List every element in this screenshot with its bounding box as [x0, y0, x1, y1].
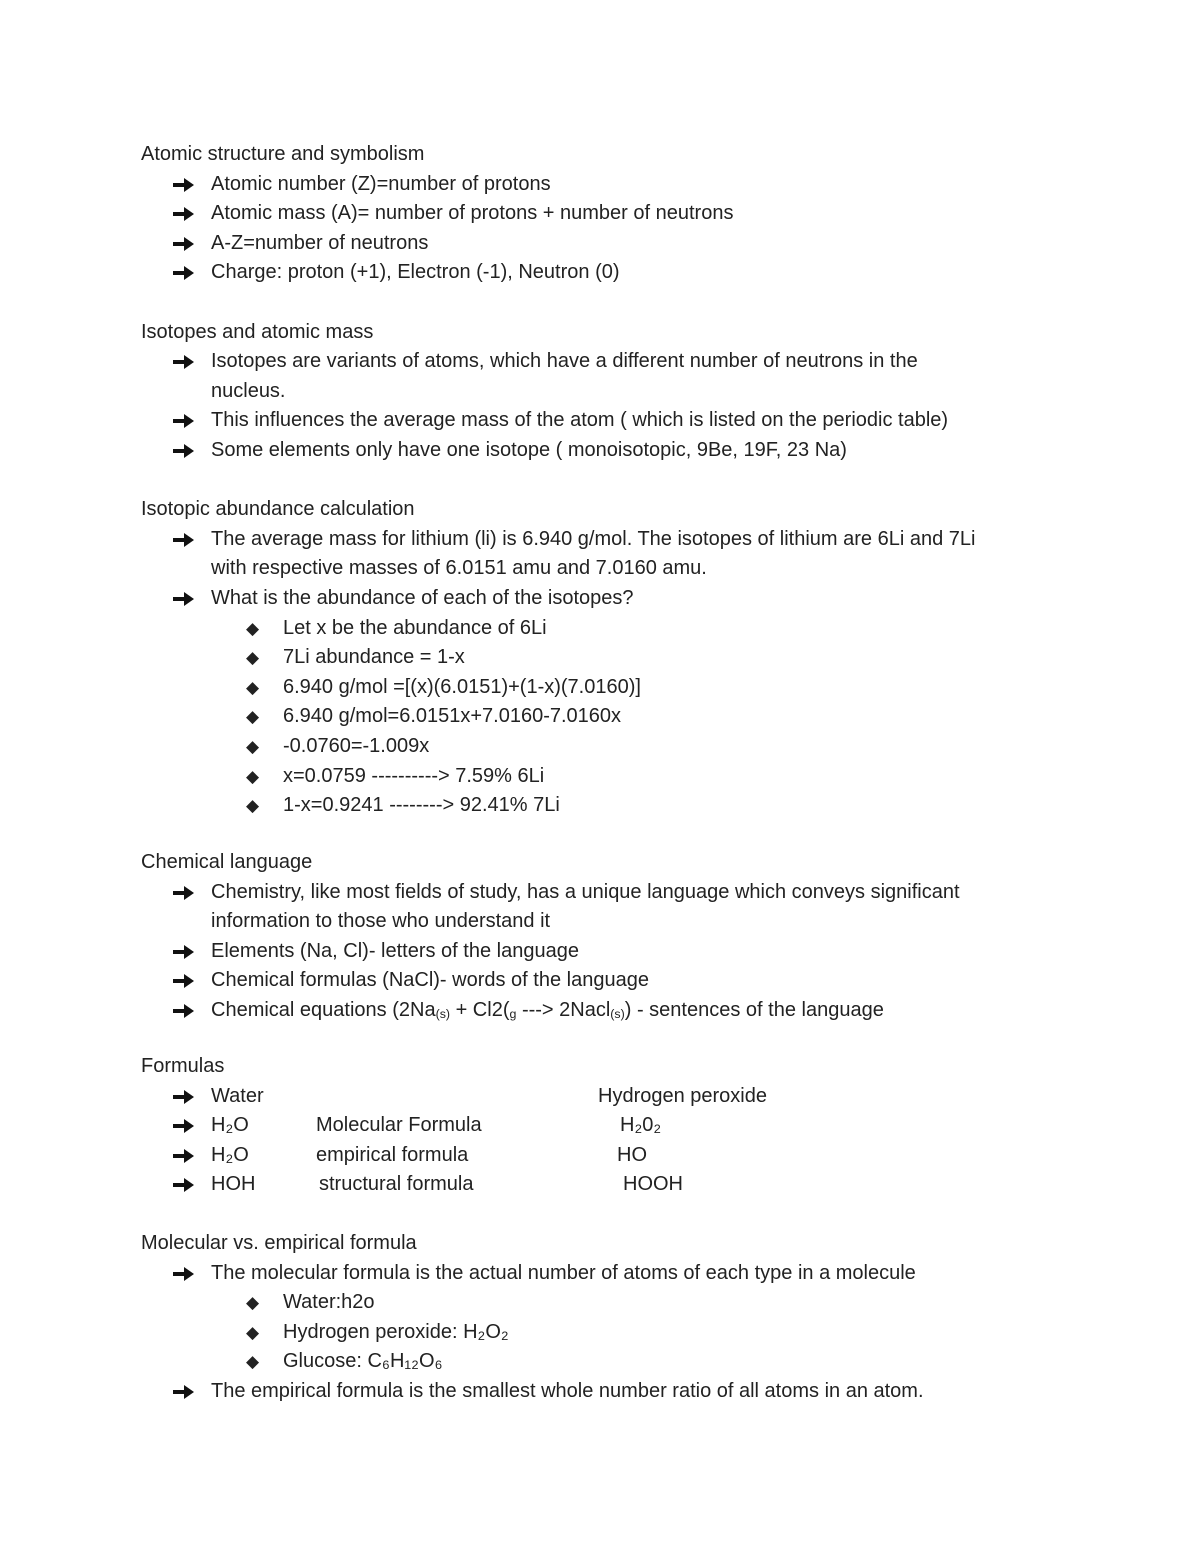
- sub-list-item-text: 1-x=0.9241 --------> 92.41% 7Li: [283, 794, 560, 817]
- diamond-bullet-icon: ◆: [246, 707, 260, 727]
- sub-list-item: [0, 1318, 1200, 1348]
- diamond-bullet-icon: ◆: [246, 618, 260, 638]
- sub-list-item-text: Glucose: C₆H₁₂O₆: [283, 1350, 443, 1373]
- sub-list-item: [0, 614, 1200, 644]
- sub-list-item-text: Hydrogen peroxide: H₂O₂: [283, 1320, 509, 1343]
- list-item-continuation: [0, 554, 1200, 584]
- sub-list-item: [0, 791, 1200, 821]
- sub-list-item-text: -0.0760=-1.009x: [283, 735, 430, 757]
- arrow-bullet-icon: [173, 1377, 197, 1399]
- list-item: [0, 966, 1200, 996]
- arrow-bullet-icon: [173, 1082, 197, 1104]
- arrow-bullet-icon: [173, 878, 197, 900]
- arrow-bullet-icon: [173, 525, 197, 547]
- arrow-bullet-icon: [173, 258, 197, 280]
- formula-col-peroxide: HOOH: [623, 1173, 683, 1196]
- list-item-text: Chemical formulas (NaCl)- words of the language: [211, 969, 649, 992]
- list-item-continuation: [0, 377, 1200, 407]
- sub-list-item: [0, 762, 1200, 792]
- list-item-text: The molecular formula is the actual number of atoms of each type in a molecule: [211, 1261, 916, 1284]
- formula-row: [0, 1141, 1200, 1171]
- sub-list-item: [0, 673, 1200, 703]
- list-item: [0, 406, 1200, 436]
- sub-list-item-text: x=0.0759 ----------> 7.59% 6Li: [283, 764, 545, 787]
- formula-row: [0, 1082, 1200, 1112]
- arrow-bullet-icon: [173, 996, 197, 1018]
- diamond-bullet-icon: ◆: [246, 737, 260, 756]
- sub-list-item: [0, 732, 1200, 762]
- arrow-bullet-icon: [173, 1259, 197, 1281]
- sub-list-item: [0, 1347, 1200, 1377]
- formula-col-water: HOH: [211, 1173, 256, 1196]
- list-item: [0, 1259, 1200, 1289]
- list-item: [0, 878, 1200, 908]
- sub-list-item-text: Water:h2o: [283, 1291, 375, 1314]
- formula-col-peroxide: Hydrogen peroxide: [598, 1084, 767, 1107]
- formula-col-water: Water: [211, 1084, 264, 1107]
- list-item-text: with respective masses of 6.0151 amu and 7.0160 amu.: [211, 557, 707, 580]
- list-item: [0, 170, 1200, 200]
- list-item-text: This influences the average mass of the atom ( which is listed on the periodic table): [211, 409, 949, 432]
- list-item: [0, 584, 1200, 614]
- arrow-bullet-icon: [173, 937, 197, 959]
- arrow-bullet-icon: [173, 199, 197, 221]
- arrow-bullet-icon: [173, 966, 197, 988]
- arrow-bullet-icon: [173, 436, 197, 458]
- list-item-text: Chemistry, like most fields of study, has a unique language which conveys significant: [211, 880, 960, 903]
- heading-isotopes: Isotopes and atomic mass: [141, 320, 374, 343]
- heading-formulas: Formulas: [141, 1055, 225, 1077]
- list-item: [0, 525, 1200, 555]
- list-item-text: Atomic mass (A)= number of protons + number of neutrons: [211, 202, 734, 225]
- list-item: [0, 996, 1200, 1026]
- list-item: [0, 1377, 1200, 1407]
- arrow-bullet-icon: [173, 1111, 197, 1133]
- heading-atomic-structure: Atomic structure and symbolism: [141, 143, 425, 165]
- arrow-bullet-icon: [173, 347, 197, 369]
- list-item-text: Elements (Na, Cl)- letters of the language: [211, 939, 579, 962]
- equation-text: ) - sentences of the language: [624, 999, 884, 1021]
- list-item-text: The empirical formula is the smallest whole number ratio of all atoms in an atom.: [211, 1380, 924, 1402]
- list-item-text: What is the abundance of each of the isotopes?: [211, 587, 634, 609]
- list-item: [0, 199, 1200, 229]
- list-item-text: Charge: proton (+1), Electron (-1), Neutron (0): [211, 261, 620, 284]
- equation-text: ---> 2Nacl: [516, 999, 611, 1021]
- sub-list-item: [0, 702, 1200, 732]
- formula-row: [0, 1111, 1200, 1141]
- arrow-bullet-icon: [173, 1141, 197, 1163]
- sub-list-item: [0, 1288, 1200, 1318]
- diamond-bullet-icon: ◆: [246, 796, 260, 816]
- heading-chemical-language: Chemical language: [141, 851, 313, 873]
- diamond-bullet-icon: ◆: [246, 766, 260, 786]
- formula-col-type: structural formula: [319, 1173, 474, 1196]
- list-item: [0, 347, 1200, 377]
- formula-row: [0, 1170, 1200, 1200]
- formula-col-water: H₂O: [211, 1114, 249, 1137]
- state-subscript: (s): [610, 1006, 625, 1021]
- equation-text: Chemical equations (2Na: [211, 999, 436, 1021]
- list-item: [0, 229, 1200, 259]
- sub-list-item-text: 6.940 g/mol=6.0151x+7.0160-7.0160x: [283, 705, 622, 728]
- formula-col-water: H₂O: [211, 1143, 249, 1166]
- arrow-bullet-icon: [173, 229, 197, 251]
- list-item-text: Some elements only have one isotope ( monoisotopic, 9Be, 19F, 23 Na): [211, 439, 847, 461]
- sub-list-item: [0, 643, 1200, 673]
- arrow-bullet-icon: [173, 406, 197, 428]
- diamond-bullet-icon: ◆: [246, 677, 260, 697]
- formula-col-type: empirical formula: [316, 1143, 469, 1166]
- diamond-bullet-icon: ◆: [246, 1293, 260, 1313]
- list-item: [0, 436, 1200, 466]
- list-item: [0, 937, 1200, 967]
- diamond-bullet-icon: ◆: [246, 648, 260, 668]
- heading-isotopic-abundance: Isotopic abundance calculation: [141, 498, 415, 521]
- state-subscript: g: [509, 1006, 517, 1021]
- list-item-text: information to those who understand it: [211, 910, 551, 933]
- list-item-text: Atomic number (Z)=number of protons: [211, 172, 551, 195]
- arrow-bullet-icon: [173, 170, 197, 192]
- list-item: [0, 258, 1200, 288]
- list-item-continuation: [0, 907, 1200, 937]
- formula-col-peroxide: HO: [617, 1143, 647, 1166]
- sub-list-item-text: Let x be the abundance of 6Li: [283, 616, 547, 639]
- arrow-bullet-icon: [173, 1170, 197, 1192]
- list-item-text: Isotopes are variants of atoms, which have a different number of neutrons in the: [211, 350, 918, 373]
- diamond-bullet-icon: ◆: [246, 1322, 260, 1342]
- state-subscript: (s): [435, 1006, 451, 1021]
- sub-list-item-text: 6.940 g/mol =[(x)(6.0151)+(1-x)(7.0160)]: [283, 675, 641, 698]
- chemical-equation: [211, 996, 884, 1026]
- list-item-text: nucleus.: [211, 379, 286, 402]
- formula-col-peroxide: H₂0₂: [620, 1114, 662, 1137]
- formula-col-type: Molecular Formula: [316, 1114, 482, 1137]
- sub-list-item-text: 7Li abundance = 1-x: [283, 646, 465, 669]
- arrow-bullet-icon: [173, 584, 197, 606]
- list-item-text: The average mass for lithium (li) is 6.940 g/mol. The isotopes of lithium are 6Li and 7Li: [211, 527, 976, 550]
- equation-text: + Cl2(: [450, 999, 510, 1021]
- heading-molecular-vs-empirical: Molecular vs. empirical formula: [141, 1232, 417, 1254]
- diamond-bullet-icon: ◆: [246, 1352, 260, 1372]
- list-item-text: A-Z=number of neutrons: [211, 231, 429, 254]
